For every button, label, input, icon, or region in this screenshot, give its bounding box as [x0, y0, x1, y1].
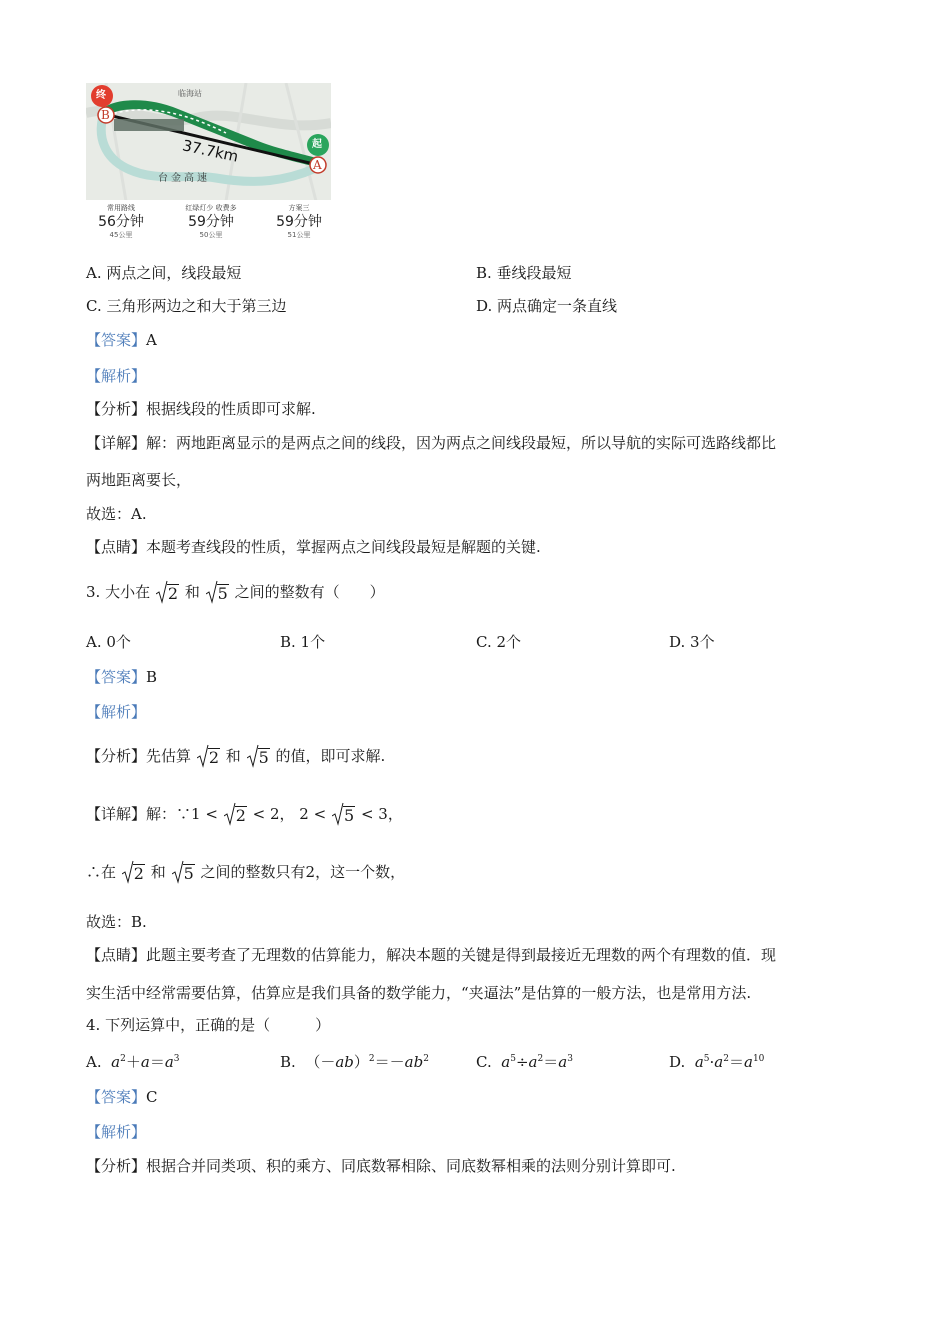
q3-xiangjie — [86, 804, 403, 826]
map-marker-end: 终 — [96, 90, 106, 101]
route-option — [259, 204, 339, 240]
route-time: 59分钟 — [188, 214, 234, 230]
map-point-a: A — [313, 158, 322, 172]
q3-jiexi-tag: 【解析】 — [86, 703, 147, 721]
route-time: 59分钟 — [276, 214, 322, 230]
radicand: 2 — [133, 864, 144, 883]
route-map-image — [86, 83, 331, 201]
q2-option-a: A. 两点之间，线段最短 — [86, 264, 242, 282]
xiangjie-tag: 【详解】 — [86, 805, 147, 823]
route-name: 红绿灯少 收费多 — [185, 204, 237, 212]
q4-option-b: B. $(-ab)^2=-ab^2$ — [280, 1053, 429, 1071]
therefore-text: 之间的整数只有2，这一个数， — [200, 863, 406, 881]
answer-tag: 【答案】 — [86, 668, 147, 686]
radical-sign — [197, 744, 209, 768]
therefore-text: ∴在 — [86, 863, 117, 881]
fenxi-text: 根据合并同类项、积的乘方、同底数幂相除、同底数幂相乘的法则分别计算即可. — [146, 1157, 676, 1175]
q3-fenxi — [86, 746, 385, 768]
sqrt-2 — [197, 748, 220, 768]
radicand: 2 — [167, 584, 179, 603]
radical-sign — [156, 580, 168, 604]
sqrt-2 — [224, 806, 247, 826]
q2-answer — [86, 330, 157, 350]
therefore-text: 和 — [150, 863, 166, 881]
answer-value: B — [146, 668, 158, 686]
radicand: 2 — [235, 806, 246, 825]
radicand: 5 — [183, 864, 194, 883]
q3-dianjing-cont: 实生活中经常需要估算，估算应是我们具备的数学能力，“夹逼法”是估算的一般方法，也是常用方法. — [86, 984, 752, 1002]
sqrt-5 — [247, 748, 270, 768]
stem-part: 3. 大小在 — [86, 583, 151, 601]
q4-jiexi-tag: 【解析】 — [86, 1123, 147, 1141]
q4-option-a: A. $a^2+a=a^3$ — [86, 1053, 180, 1071]
xiangjie-text: 解：两地距离显示的是两点之间的线段，因为两点之间线段最短，所以导航的实际可选路线都比 — [146, 434, 777, 452]
fenxi-text: 根据线段的性质即可求解. — [146, 400, 316, 418]
answer-value: C — [146, 1088, 158, 1106]
sqrt-2 — [156, 584, 179, 604]
fenxi-text: 先估算 — [146, 747, 192, 765]
stem-part: 和 — [184, 583, 200, 601]
route-option — [81, 204, 161, 240]
xiangjie-text: < 2， 2 < — [252, 805, 327, 823]
radicand: 5 — [258, 748, 269, 767]
radicand: 2 — [208, 748, 219, 767]
sqrt-5 — [172, 864, 195, 884]
q4-option-d: D. $a^5\cdot a^2=a^{10}$ — [669, 1053, 765, 1071]
fenxi-tag: 【分析】 — [86, 1157, 147, 1175]
map-point-b: B — [101, 108, 110, 122]
q3-option-c: C. 2个 — [476, 633, 522, 651]
dianjing-text: 此题主要考查了无理数的估算能力，解决本题的关键是得到最接近无理数的两个有理数的值．现 — [146, 946, 777, 964]
option-label: C. — [476, 1053, 492, 1071]
q3-dianjing — [86, 945, 776, 965]
route-name: 常用路线 — [107, 204, 135, 212]
q4-fenxi — [86, 1156, 676, 1176]
q2-option-d: D. 两点确定一条直线 — [476, 297, 618, 315]
radical-sign — [247, 744, 259, 768]
q4-stem: 4. 下列运算中，正确的是（ ） — [86, 1016, 331, 1034]
q2-dianjing — [86, 537, 541, 557]
option-label: A. — [86, 1053, 102, 1071]
xiangjie-text: 解：∵1 < — [146, 805, 218, 823]
radical-sign — [206, 580, 218, 604]
fenxi-text: 和 — [225, 747, 241, 765]
map-marker-start: 起 — [312, 139, 322, 150]
route-distance: 51公里 — [287, 231, 311, 239]
xiangjie-tag: 【详解】 — [86, 434, 147, 452]
route-distance: 45公里 — [109, 231, 133, 239]
q3-stem — [86, 582, 385, 604]
sqrt-2 — [122, 864, 145, 884]
q2-option-b: B. 垂线段最短 — [476, 264, 572, 282]
q3-therefore — [86, 862, 405, 884]
q2-option-c: C. 三角形两边之和大于第三边 — [86, 297, 287, 315]
map-label-distance: 37.7km — [180, 136, 240, 166]
q3-guxuan: 故选：B. — [86, 913, 147, 931]
radicand: 5 — [343, 806, 355, 825]
fenxi-tag: 【分析】 — [86, 400, 147, 418]
radical-sign — [172, 860, 184, 884]
dianjing-tag: 【点睛】 — [86, 538, 147, 556]
sqrt-5 — [206, 584, 229, 604]
stem-part: 之间的整数有（ ） — [234, 583, 385, 601]
route-time: 56分钟 — [98, 214, 144, 230]
q3-option-b: B. 1个 — [280, 633, 326, 651]
fenxi-tag: 【分析】 — [86, 747, 147, 765]
q3-option-d: D. 3个 — [669, 633, 715, 651]
answer-tag: 【答案】 — [86, 331, 147, 349]
radical-sign — [122, 860, 134, 884]
option-label: D. — [669, 1053, 686, 1071]
radicand: 5 — [217, 584, 228, 603]
answer-tag: 【答案】 — [86, 1088, 147, 1106]
answer-value: A — [146, 331, 157, 349]
radical-sign — [224, 802, 236, 826]
sqrt-5 — [332, 806, 355, 826]
option-label: B. — [280, 1053, 296, 1071]
dianjing-text: 本题考查线段的性质，掌握两点之间线段最短是解题的关键. — [146, 538, 541, 556]
map-label-highway: 台金高速 — [158, 173, 210, 184]
xiangjie-text: < 3， — [360, 805, 403, 823]
q4-option-c: C. $a^5\div a^2=a^3$ — [476, 1053, 573, 1071]
route-distance: 50公里 — [199, 231, 223, 239]
route-name: 方案三 — [288, 204, 310, 212]
route-options — [86, 200, 331, 248]
q3-answer — [86, 667, 157, 687]
radical-sign — [332, 802, 344, 826]
q3-option-a: A. 0个 — [86, 633, 131, 651]
q4-answer — [86, 1087, 158, 1107]
q2-xiangjie-cont: 两地距离要长， — [86, 471, 192, 489]
fenxi-text: 的值，即可求解. — [275, 747, 386, 765]
q2-fenxi — [86, 399, 316, 419]
q2-xiangjie — [86, 433, 776, 453]
q2-jiexi-tag: 【解析】 — [86, 367, 147, 385]
q2-guxuan: 故选：A. — [86, 505, 147, 523]
dianjing-tag: 【点睛】 — [86, 946, 147, 964]
map-label-station: 临海站 — [178, 89, 202, 98]
route-option — [171, 204, 251, 240]
